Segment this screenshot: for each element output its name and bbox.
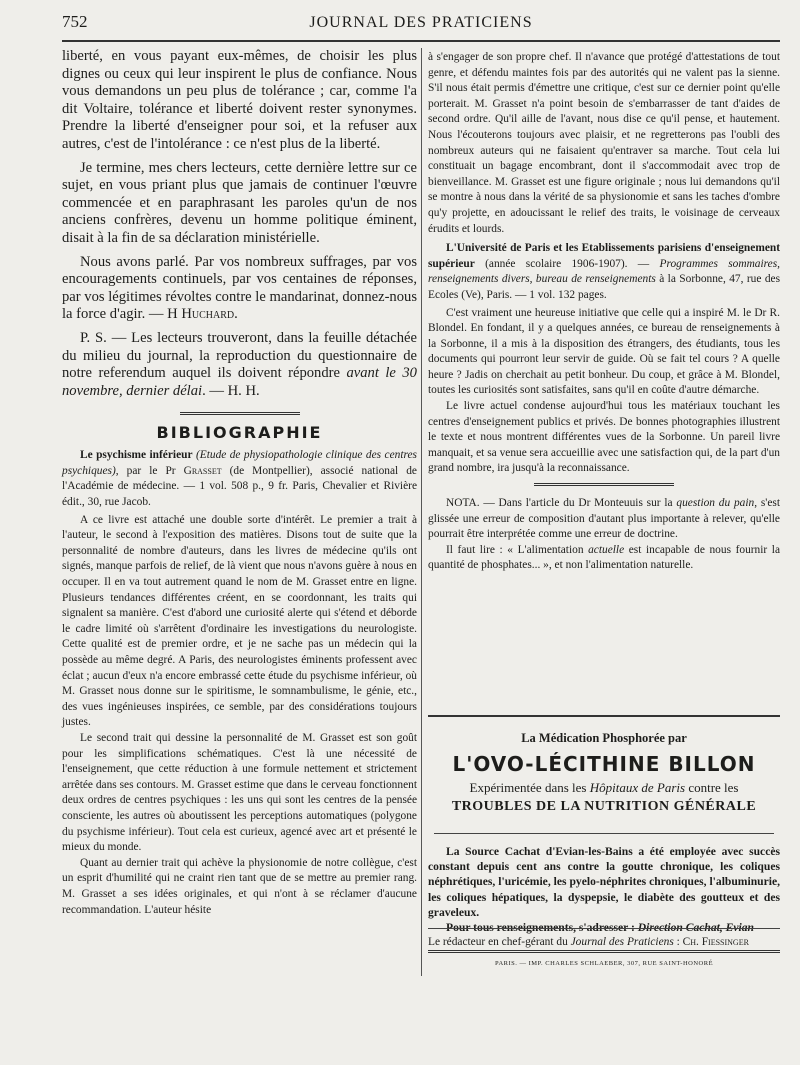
section-title: BIBLIOGRAPHIE: [156, 423, 323, 443]
book-details: (de Montpellier), associé national de l'Académie de médecine. — 1 vol. 508 p., 9 fr. Paris, Chevalier et Rivière édit., 30, rue Jacob.: [62, 464, 417, 509]
advertisement: [428, 715, 780, 935]
journal-title: JOURNAL DES PRATICIENS: [309, 14, 533, 31]
paragraph: Quant au dernier trait qui achève la physionomie de notre collègue, c'est un esprit d'humilité qui ne craint rien tant que de se mettre au premier rang. M. Grasset a ses idées originales, et qui n'ont à se réclamer d'aucune recommandation. L'auteur hésite: [62, 856, 417, 916]
book-subtitle: Programmes sommaires, renseignements divers, bureau de renseignements: [428, 257, 780, 286]
page-number: 752: [62, 12, 88, 31]
book-entry: [62, 448, 417, 510]
paragraph: Le livre actuel condense aujourd'hui tous les matériaux touchant les centres d'enseignement publics et privés. De bonnes photographies illustrent le texte et nous montrent différentes vues de la Sorbonne. Un pareil livre manquait, et sa venue sera accueillie avec une satisfaction qui, de la part d'un grand nombre, ira jusqu'à la reconnaissance.: [428, 400, 780, 475]
nota-text: NOTA. — Dans l'article du Dr Monteuuis sur la: [446, 497, 677, 510]
ad-subline: [428, 780, 780, 796]
letter-conclusion: [62, 48, 417, 400]
section-ornament: [180, 412, 300, 415]
ad-subline-end: contre les: [685, 780, 739, 795]
editor-name: : Ch. Fiessinger: [673, 936, 749, 948]
paragraph: à s'engager de son propre chef. Il n'avance que protégé d'attestations de tout genre, et défendu maintes fois par des autorités qui ne valent pas la sienne. S'il nous était permis d'émettre une critique, c'est sur ce dernier point qu'elle porterait. M. Grasset n'a point besoin de s'embarrasser de tant d'aides de second ordre. Qu'il aille de l'avant, nous dise ce qu'il pense, et hautement. Nous l'écouterons toujours avec plaisir, et ne regretterons pas l'oubli des nombreux auteurs qui ne faisaient qu'entraver sa marche. Tout cela lui constituait un bagage encombrant, dont il s'accommodait avec trop de bienveillance. M. Grasset est une figure originale ; nous lui demandons qu'il se montre à nous dans la vérité de sa physionomie et sans les taches d'ombre qu'y projette, en adoucissant le relief des traits, le voisinage de cerveaux érudits et lourds.: [428, 51, 780, 235]
imprint-rule: [428, 950, 780, 953]
paragraph: C'est vraiment une heureuse initiative que celle qui a inspiré M. le Dr R. Blondel. En fondant, il y a quelques années, ce bureau de renseignements à la Sorbonne, il a mis à la disposition des étrangers, des étudiants, tous les documents qui pourront leur servir de guide. Où se fait tel cours ? A quelle heure ? Jadis on cherchait au petit bonheur. Du coup, et grâce à M. Blondel, toutes les curiosités sont satisfaites, sans qu'il en coûte d'autre démarche.: [428, 306, 780, 397]
ad-paragraph: La Source Cachat d'Evian-les-Bains a été employée avec succès constant depuis cent ans contre la goutte chronique, les coliques néphrétiques, l'uricémie, les pyelo-néphrites chroniques, l'albuminurie, les coliques hépatiques, la dyspepsie, le diabète des goutteux et des graveleux.: [428, 845, 780, 919]
journal-name: Journal des Praticiens: [570, 936, 674, 948]
header-rule: [62, 40, 780, 42]
ad-contact-text: Pour tous renseignements, s'adresser :: [446, 921, 638, 935]
paragraph-text: P. S. — Les lecteurs trouveront, dans la feuille détachée du milieu du journal, la reproduction du questionnaire de notre referendum auquel ils doivent répondre: [62, 329, 417, 382]
correction-emphasis: actuelle: [588, 543, 625, 556]
paragraph: Je termine, mes chers lecteurs, cette dernière lettre sur ce sujet, en vous priant plus que jamais de continuer l'œuvre commencée et en paraphrasant les paroles qu'un de nos anciens confrères, devenu un homme politique éminent, disait à la fin de sa déclaration ministérielle.: [62, 159, 417, 246]
paragraph: liberté, en vous payant eux-mêmes, de choisir les plus dignes ou ceux qui leur inspirent le plus de confiance. Nous vous demandons un peu plus de tolérance ; car, comme l'a dit Voltaire, tolérance et liberté doivent rester synonymes. Prendre la liberté d'enseigner pour soi, et la refuser aux autres, c'est de l'intolérance : ce n'est plus de la liberté.: [62, 48, 417, 152]
paragraph-text: Nous avons parlé. Par vos nombreux suffrages, par vos encouragements continuels, par vos centaines de réponses, par vos légitimes révoltes contre le mandarinat, donnez-nous la force d'agir. — H: [62, 253, 418, 323]
ad-contact-name: Direction Cachat, Evian: [637, 921, 755, 935]
book-subtitle: (Etude de physiopathologie clinique des centres psychiques): [62, 449, 417, 477]
book-author: Grasset: [183, 464, 222, 477]
ad-top-rule: [428, 715, 780, 717]
book-title: L'Université de Paris et les Etablissements parisiens d'enseignement supérieur: [428, 242, 780, 270]
correction-paragraph: [428, 543, 780, 574]
ad-indication: TROUBLES DE LA NUTRITION GÉNÉRALE: [451, 799, 757, 814]
right-column: [428, 50, 780, 574]
book-details: à la Sorbonne, 47, rue des Ecoles (Ve), Paris. — 1 vol. 132 pages.: [428, 273, 780, 301]
book-entry: [428, 241, 780, 303]
section-ornament: [534, 483, 674, 486]
correction-text: Il faut lire : « L'alimentation: [446, 543, 589, 556]
bibliography-entries: [62, 448, 417, 918]
editor-text: Le rédacteur en chef-gérant du: [428, 936, 571, 948]
nota-text-end: , s'est glissée une erreur de composition d'autant plus importante à relever, qu'elle pourrait être interprétée comme une erreur de doctrine.: [428, 497, 781, 541]
book-by: , par le Pr: [115, 464, 184, 477]
nota-paragraph: [428, 496, 780, 543]
ad-headline: La Médication Phosphorée par: [521, 731, 687, 745]
ad-brand: L'OVO-LÉCITHINE BILLON: [452, 752, 756, 776]
paragraph-end: . — H. H.: [202, 382, 260, 399]
correction-text-end: est incapable de nous fournir la quantité de phosphates... », et non l'alimentation naturelle.: [428, 543, 780, 572]
paragraph: Le second trait qui dessine la personnalité de M. Grasset est son goût pour les simplifications schématiques. C'est là une nécessité de l'enseignement, que cette réduction à une formule nettement et strictement arrêtée dans ses contours. M. Grasset estime que dans le cerveau fonctionnent deux ordres de centres psychiques : les uns qui sont les centres de la pensée consciente, les autres où aboutissent les perceptions automatiques (polygone du psychisme inférieur). Tout cela est curieux, agencé avec art et présenté le mieux du monde.: [62, 731, 417, 854]
paragraph: [62, 254, 417, 324]
column-divider: [421, 48, 422, 976]
printer-imprint: PARIS. — IMP. CHARLES SCHLAEBER, 307, RUE SAINT-HONORÉ: [494, 960, 714, 967]
nota-topic: question du pain: [676, 497, 755, 510]
ad-hospitals: Hôpitaux de Paris: [589, 780, 686, 795]
page-header: [62, 10, 780, 40]
ad-body: [428, 844, 780, 935]
deadline-text: avant le 30 novembre, dernier délai: [62, 365, 417, 399]
paragraph: A ce livre est attaché une double sorte d'intérêt. Le premier a trait à l'auteur, le second à l'exposition des matières. Disons tout de suite que la personnalité de nombre d'auteurs, dans les livres de médecine qu'ils ont signés, manque parfois de relief, de là vient que nous n'avons guère à nous en occuper. Il en va tout autrement quand le nom de M. Grasset entre en ligne. Plusieurs tendances différentes créent, en se coordonnant, les traits qui signalent sa manière. C'est d'abord une curiosité alerte qui s'étend et déborde le cadre limité où s'arrêtent d'ordinaire les investigations du neurologiste. Cette qualité est de premier ordre, et je ne sache pas un médecin qui la possède au même degré. A Paris, des neurologistes éminents professent avec éclat ; aucun d'eux n'a encore embrassé cette étude du psychisme inférieur, où M. Grasset nous donne sur le spiritisme, le somnambulisme, le génie, etc., des vues ingénieuses inspirées, ce semble, par des considérations toujours justes.: [62, 513, 417, 729]
postscript: [62, 330, 417, 400]
book-title: Le psychisme inférieur: [80, 449, 193, 462]
book-year: (année scolaire 1906-1907). —: [474, 257, 660, 270]
left-column: [62, 48, 417, 918]
signature: Huchard.: [181, 306, 238, 323]
editor-line: [428, 928, 780, 948]
ad-separator: [434, 833, 774, 834]
ad-subline-text: Expérimentée dans les: [469, 780, 590, 795]
